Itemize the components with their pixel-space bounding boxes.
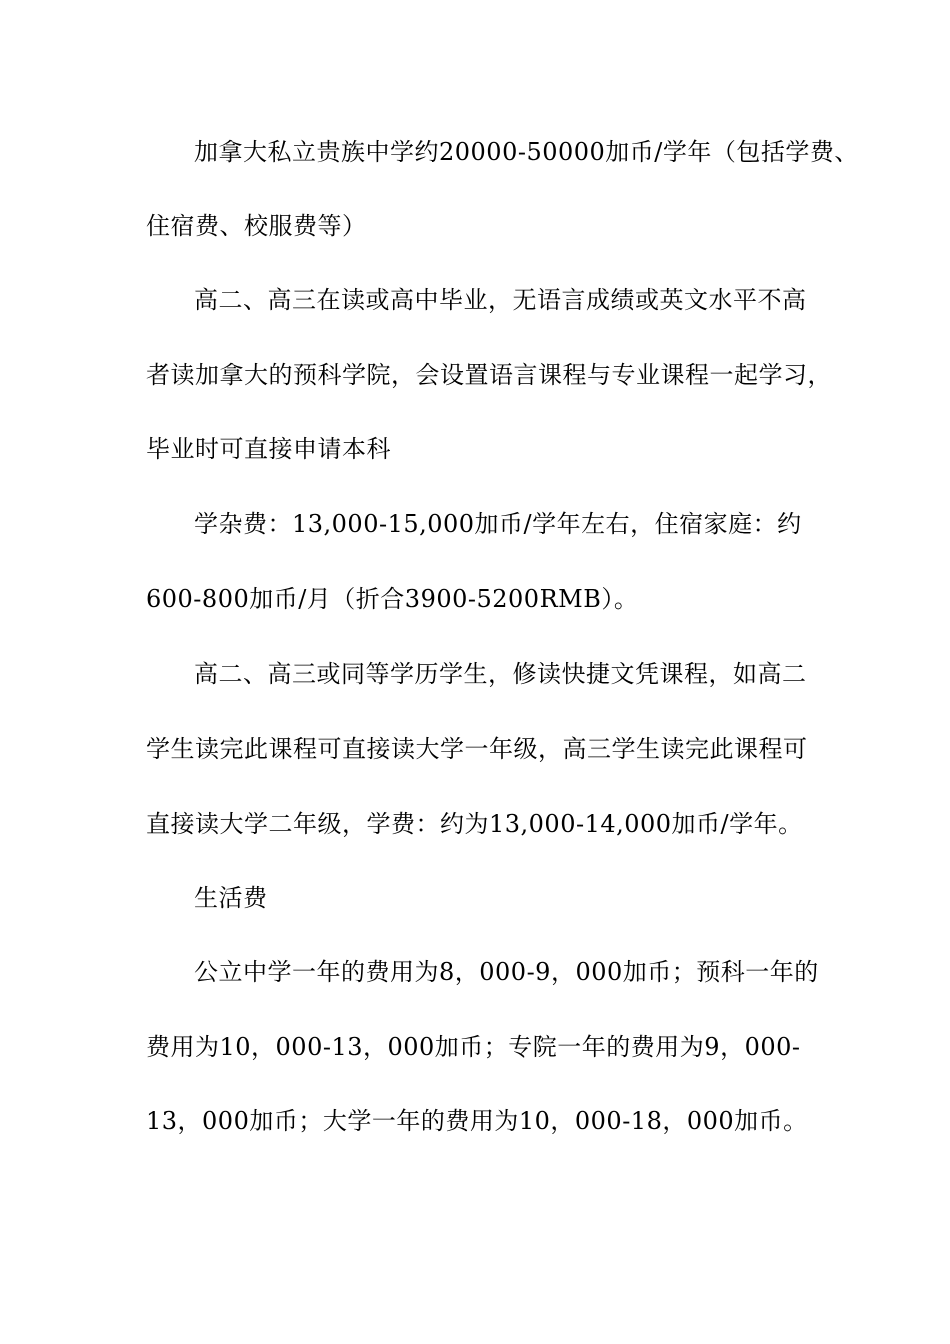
paragraph-line: 公立中学一年的费用为8，000-9，000加币；预科一年的 — [194, 958, 819, 986]
paragraph-line: 费用为10，000-13，000加币；专院一年的费用为9，000- — [146, 1033, 801, 1061]
paragraph-line: 高二、高三或同等学历学生，修读快捷文凭课程，如高二 — [194, 660, 807, 688]
paragraph-line: 学生读完此课程可直接读大学一年级，高三学生读完此课程可 — [146, 735, 808, 763]
section-heading: 生活费 — [194, 884, 268, 912]
paragraph-line: 学杂费：13,000-15,000加币/学年左右，住宿家庭：约 — [194, 510, 802, 538]
paragraph-line: 高二、高三在读或高中毕业，无语言成绩或英文水平不高 — [194, 286, 807, 314]
paragraph-line: 加拿大私立贵族中学约20000-50000加币/学年（包括学费、 — [194, 138, 859, 166]
paragraph-line: 600-800加币/月（折合3900-5200RMB）。 — [146, 585, 639, 613]
paragraph-line: 住宿费、校服费等） — [146, 212, 367, 240]
paragraph-line: 13，000加币；大学一年的费用为10，000-18，000加币。 — [146, 1107, 808, 1135]
paragraph-line: 毕业时可直接申请本科 — [146, 435, 391, 463]
paragraph-line: 直接读大学二年级，学费：约为13,000-14,000加币/学年。 — [146, 810, 803, 838]
paragraph-line: 者读加拿大的预科学院，会设置语言课程与专业课程一起学习， — [146, 361, 832, 389]
